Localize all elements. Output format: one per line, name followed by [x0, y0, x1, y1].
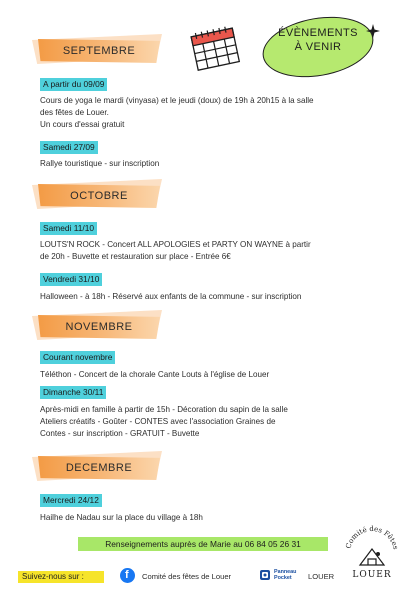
- panneaupocket-label: [274, 569, 296, 581]
- panneaupocket-icon[interactable]: [259, 569, 271, 581]
- event-description: [40, 95, 390, 132]
- pocket-line: Pocket: [274, 575, 292, 581]
- louer-link[interactable]: LOUER: [308, 572, 335, 581]
- month-december: [38, 456, 160, 480]
- event-date: A partir du 09/09: [40, 78, 107, 91]
- event-date: Samedi 27/09: [40, 141, 98, 154]
- month-september: [38, 39, 160, 63]
- event-line: Un cours d'essai gratuit: [40, 120, 125, 130]
- event-description: [40, 512, 390, 524]
- month-label: DECEMBRE: [65, 462, 133, 474]
- badge-line-1: ÉVÈNEMENTS: [278, 27, 358, 39]
- badge-line-2: À VENIR: [294, 41, 342, 53]
- month-november: [38, 315, 160, 339]
- event-line: Ateliers créatifs - Goûter - CONTES avec l'association Graines de: [40, 417, 276, 427]
- event-description: [40, 239, 390, 263]
- logo-louer-text: LOUER: [352, 570, 392, 580]
- event-date: Courant novembre: [40, 351, 115, 364]
- logo-arc-text: Comité des Fêtes: [344, 524, 400, 551]
- event-description: [40, 291, 390, 303]
- event-line: Téléthon - Concert de la chorale Cante Louts à l'église de Louer: [40, 370, 270, 379]
- event-description: [40, 369, 390, 381]
- event-line: Après-midi en famille à partir de 15h - Décoration du sapin de la salle: [40, 405, 288, 414]
- event-line: des fêtes de Louer.: [40, 108, 109, 118]
- event-line: de 20h - Buvette et restauration sur place - Entrée 6€: [40, 252, 231, 262]
- comite-logo: [340, 523, 404, 581]
- event-date: Vendredi 31/10: [40, 273, 102, 286]
- month-label: OCTOBRE: [70, 190, 128, 202]
- event-description: [40, 158, 390, 170]
- event-line: LOUTS'N ROCK - Concert ALL APOLOGIES et PARTY ON WAYNE à partir: [40, 240, 311, 249]
- facebook-icon[interactable]: [120, 568, 135, 583]
- svg-text:Comité des Fêtes: [344, 525, 399, 551]
- badge-title: [262, 26, 374, 54]
- follow-label: Suivez-nous sur :: [18, 571, 104, 583]
- event-line: Cours de yoga le mardi (vinyasa) et le jeudi (doux) de 19h à 20h15 à la salle: [40, 96, 314, 105]
- event-line: Hailhe de Nadau sur la place du village à 18h: [40, 513, 203, 522]
- event-description: [40, 404, 390, 441]
- month-label: SEPTEMBRE: [62, 45, 136, 57]
- event-line: Rallye touristique - sur inscription: [40, 159, 160, 168]
- calendar-icon: [188, 24, 244, 72]
- event-date: Dimanche 30/11: [40, 386, 106, 399]
- contact-info: Renseignements auprès de Marie au 06 84 05 26 31: [78, 537, 328, 551]
- event-line: Halloween - à 18h - Réservé aux enfants de la commune - sur inscription: [40, 292, 302, 301]
- panneau-line: Panneau: [274, 569, 297, 575]
- event-line: Contes - sur inscription - GRATUIT - Buvette: [40, 429, 200, 439]
- facebook-icon-letter: f: [125, 569, 129, 581]
- facebook-link[interactable]: Comité des fêtes de Louer: [142, 572, 232, 581]
- month-october: [38, 184, 160, 208]
- sparkle-icon: [366, 24, 380, 38]
- month-label: NOVEMBRE: [65, 321, 133, 333]
- event-date: Mercredi 24/12: [40, 494, 102, 507]
- event-date: Samedi 11/10: [40, 222, 97, 235]
